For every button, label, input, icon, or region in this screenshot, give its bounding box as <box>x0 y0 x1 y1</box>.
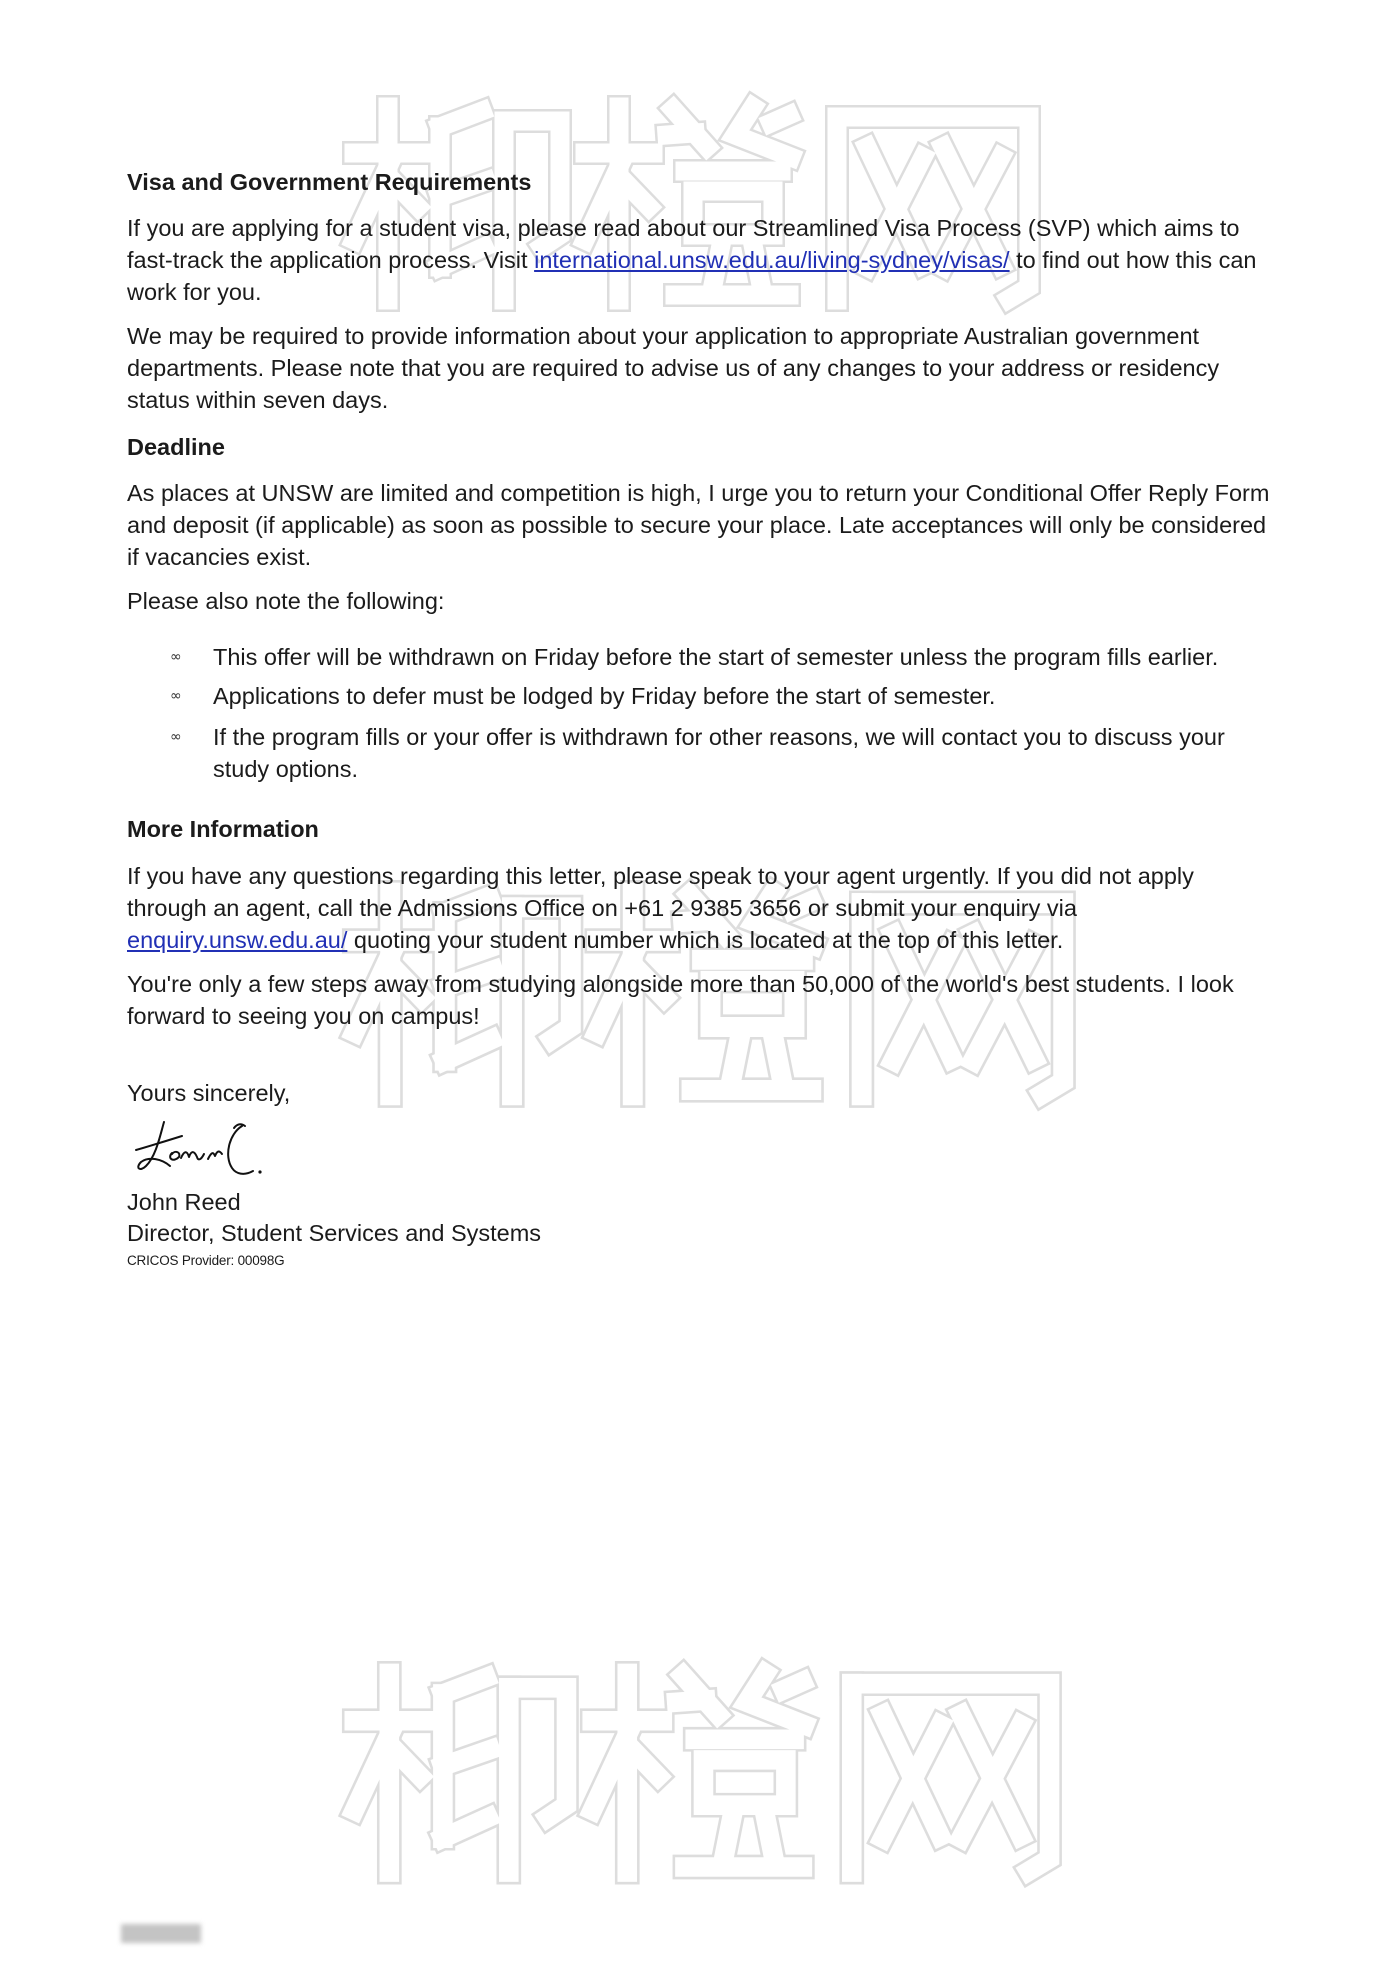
handwritten-signature <box>132 1116 292 1182</box>
visa-p2-line-2: departments. Please note that you are required to advise us of any changes to your address or residency <box>127 354 1220 381</box>
infinity-bullet-icon: ∞ <box>170 729 182 745</box>
bullet-1-text <box>213 642 1218 674</box>
signature-stroke-m <box>181 1152 204 1159</box>
deadline-p1-line-2: and deposit (if applicable) as soon as possible to secure your place. Late acceptances will only be considered <box>127 511 1267 538</box>
visas-link[interactable]: international.unsw.edu.au/living-sydney/visas/ <box>534 246 1010 273</box>
more-info-p1-line-3 <box>127 925 1194 957</box>
signatory-name: John Reed <box>127 1189 241 1215</box>
deadline-paragraph <box>127 478 1269 573</box>
more-info-paragraph-2 <box>127 969 1234 1033</box>
visa-p1-line-2-start: fast-track the application process. Visit <box>127 246 535 273</box>
deadline-p1-line-3: if vacancies exist. <box>127 543 312 570</box>
cricos-provider: CRICOS Provider: 00098G <box>127 1253 285 1268</box>
signature-stroke-bracket <box>228 1126 253 1174</box>
deadline-p1-line-1: As places at UNSW are limited and competition is high, I urge you to return your Conditional Offer Reply Form <box>127 480 1270 506</box>
more-info-p2-line-2: forward to seeing you on campus! <box>127 1002 480 1029</box>
visa-paragraph-1 <box>127 213 1257 308</box>
salutation: Yours sincerely, <box>127 1080 291 1106</box>
bullet-3-text <box>213 722 1225 786</box>
bullet-2-line-1: Applications to defer must be lodged by Friday before the start of semester. <box>213 683 996 709</box>
signature-stroke-r <box>208 1152 222 1159</box>
redacted-footer-mark <box>121 1924 201 1943</box>
more-info-p1-line-1: If you have any questions regarding this letter, please speak to your agent urgently. If you did not apply <box>127 863 1194 889</box>
visa-p1-line-3: work for you. <box>127 278 262 305</box>
visa-p1-line-2-end: to find out how this can <box>1009 246 1257 273</box>
signatory-title: Director, Student Services and Systems <box>127 1220 542 1246</box>
note-intro: Please also note the following: <box>127 588 445 614</box>
signature-dot <box>258 1170 261 1173</box>
heading-visa: Visa and Government Requirements <box>127 169 532 195</box>
infinity-bullet-icon: ∞ <box>170 649 182 665</box>
visa-p2-line-1: We may be required to provide information about your application to appropriate Australian government <box>127 323 1200 349</box>
enquiry-link[interactable]: enquiry.unsw.edu.au/ <box>127 926 348 953</box>
visa-paragraph-2 <box>127 321 1219 416</box>
more-info-p1-line-3-end: quoting your student number which is located at the top of this letter. <box>347 926 1064 953</box>
heading-deadline: Deadline <box>127 434 225 460</box>
infinity-bullet-icon: ∞ <box>170 688 182 704</box>
visa-p1-line-1: If you are applying for a student visa, please read about our Streamlined Visa Process (SVP) which aims to <box>127 215 1240 241</box>
visa-p1-line-2 <box>127 245 1257 277</box>
bullet-2-text <box>213 681 995 713</box>
watermark-bottom <box>354 1673 1049 1872</box>
bullet-3-line-2: study options. <box>213 755 359 782</box>
heading-more-information: More Information <box>127 816 319 842</box>
signature-stroke-o <box>170 1152 179 1160</box>
more-info-p1-line-2: through an agent, call the Admissions Office on +61 2 9385 3656 or submit your enquiry via <box>127 894 1077 921</box>
more-info-p2-line-1: You're only a few steps away from studying alongside more than 50,000 of the world's best students. I look <box>127 971 1234 997</box>
bullet-3-line-1: If the program fills or your offer is withdrawn for other reasons, we will contact you to discuss your <box>213 724 1225 750</box>
visa-p2-line-3: status within seven days. <box>127 386 389 413</box>
bullet-1-line-1: This offer will be withdrawn on Friday before the start of semester unless the program fills earlier. <box>213 644 1219 670</box>
more-info-paragraph-1 <box>127 861 1194 956</box>
